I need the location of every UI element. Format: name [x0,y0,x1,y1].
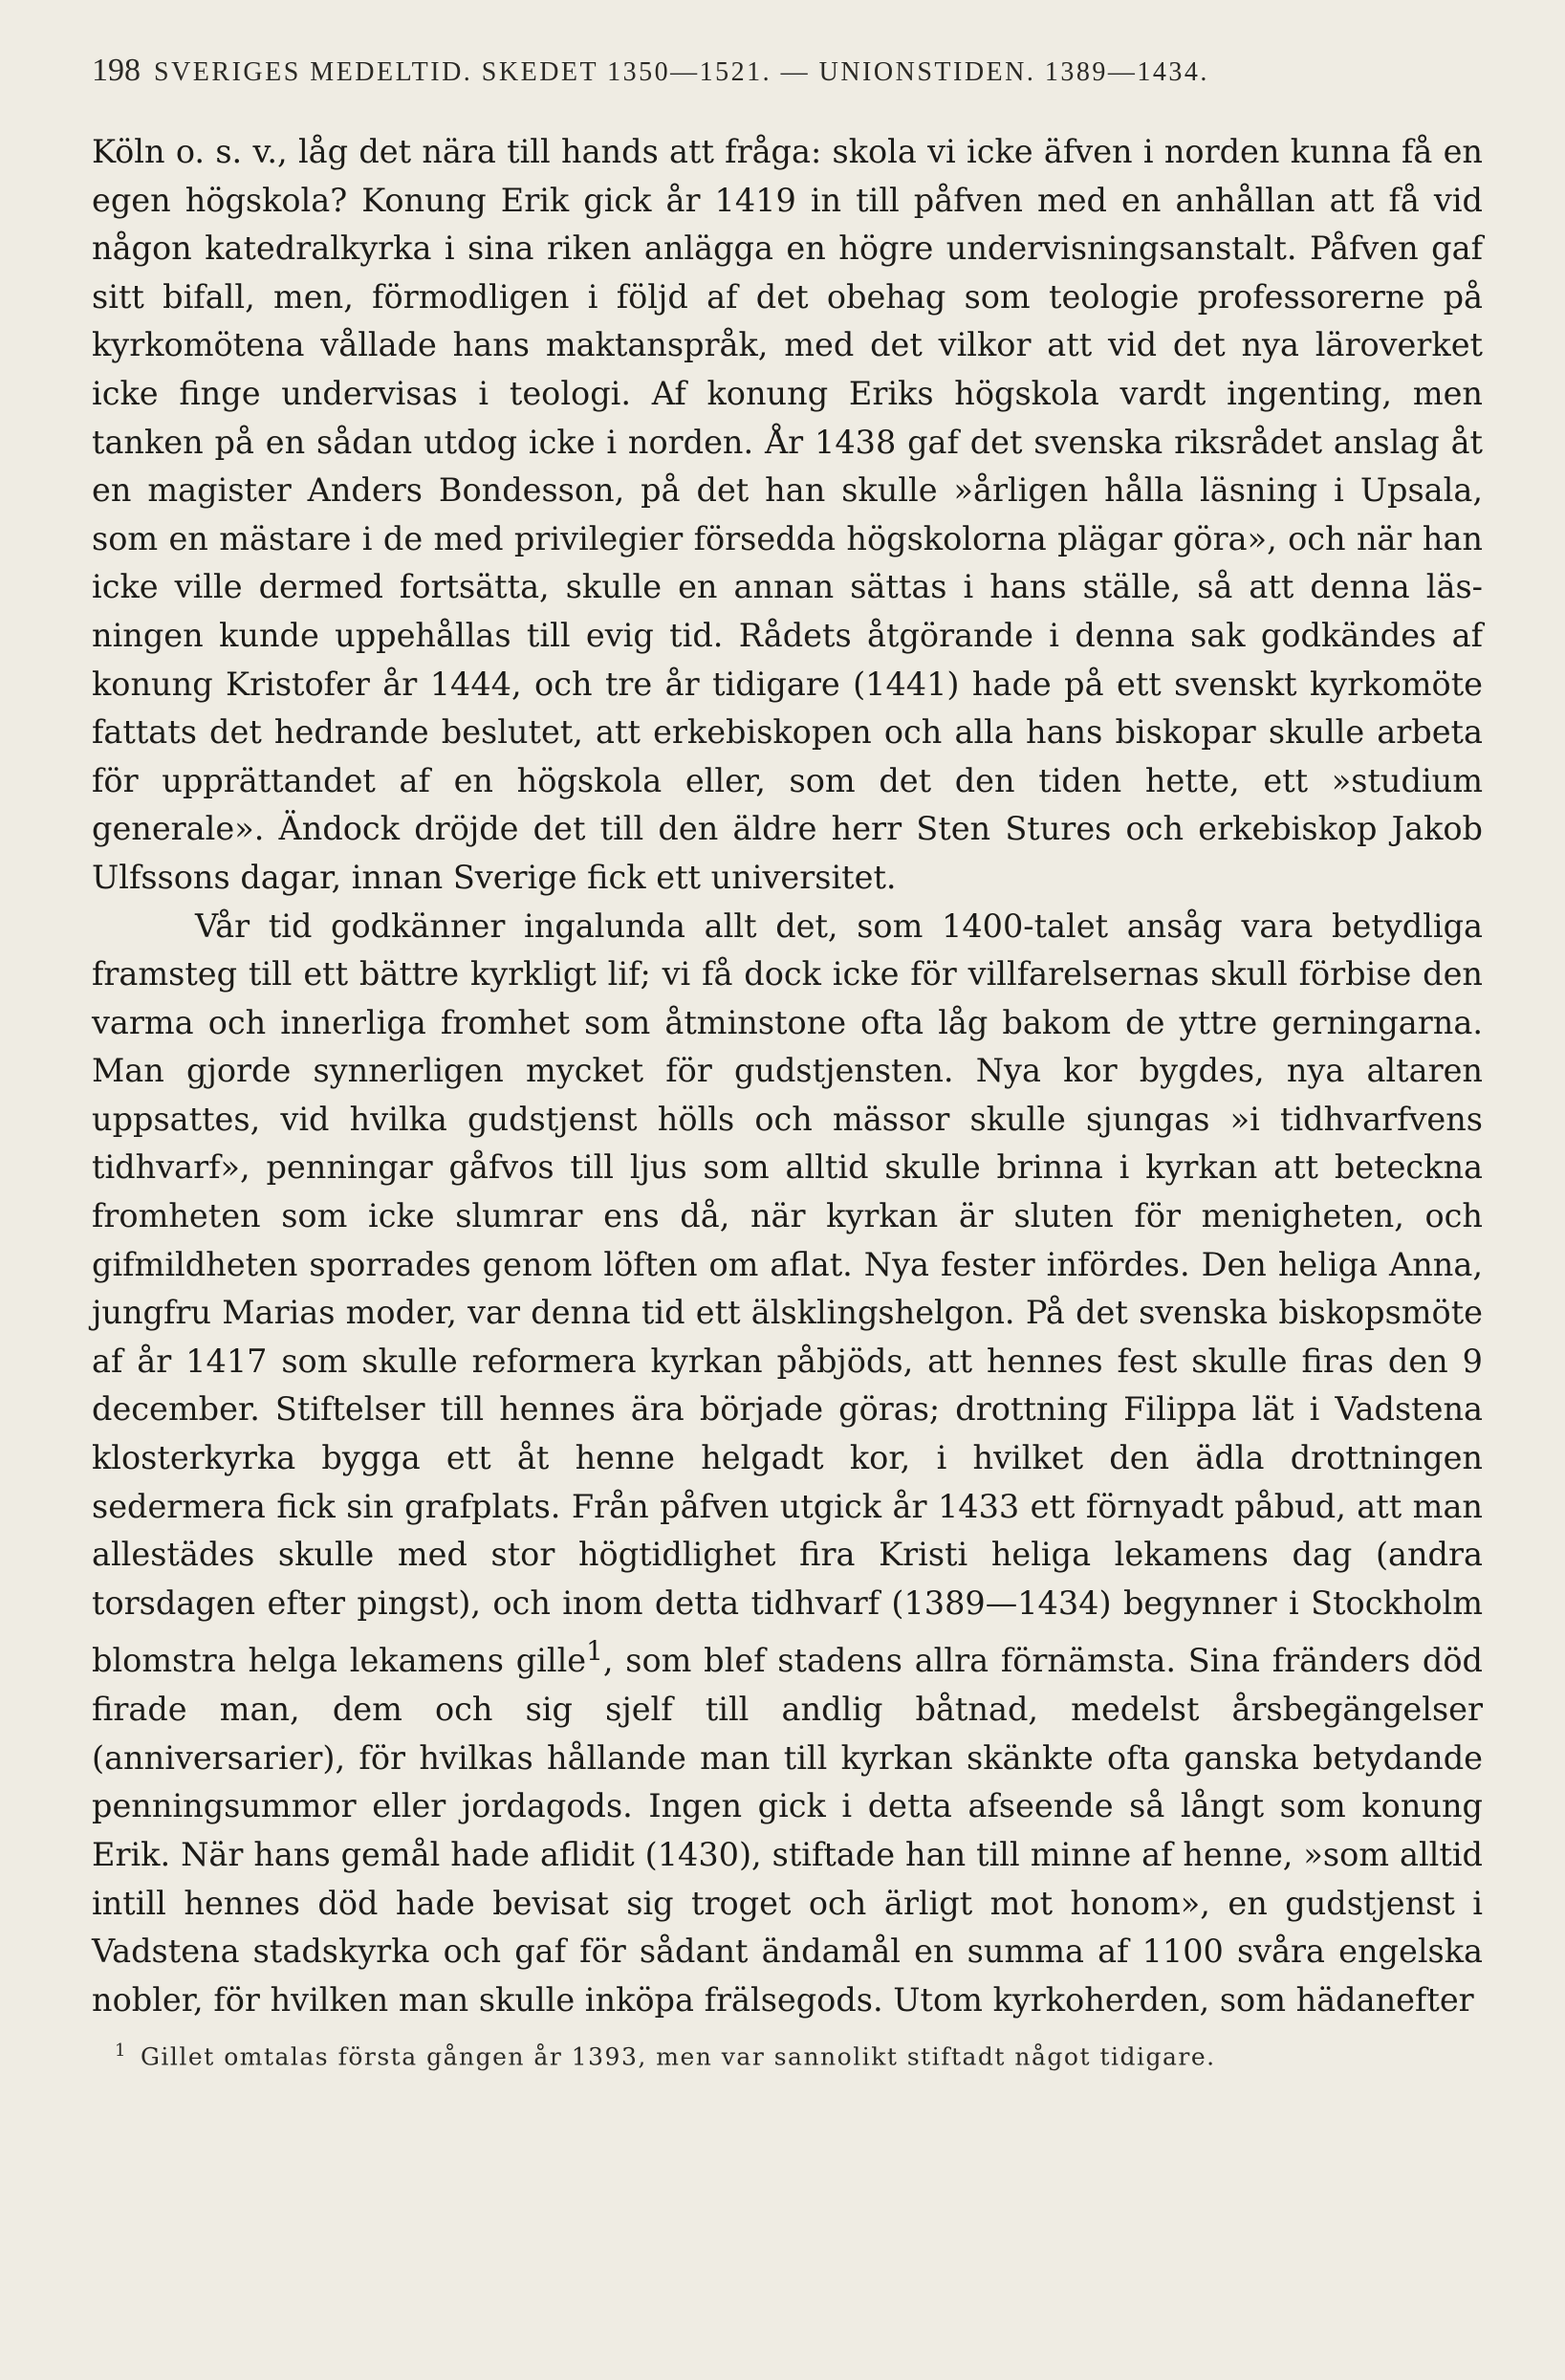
page-number: 198 [92,53,141,88]
paragraph-2-text-after-note: , som blef stadens allra förnämsta. Sina fränders död firade man, dem och sig sjelf till andlig båtnad, medelst årsbegängelser (anniversarier), för hvilkas hållande man till kyrkan skänkte ofta ganska betydande penningsummor eller jordagods. Ingen gick i detta afseende så långt som konung Erik. När hans gemål hade aflidit (1430), stiftade han till minne af henne, »som alltid intill hennes död hade bevisat sig troget och ärligt mot honom», en gudstjenst i Vadstena stadskyrka och gaf för sådant ändamål en summa af 1100 svåra engelska nobler, för hvilken man skulle inköpa frälsegods. Utom kyrkoherden, som hädanefter [92,1642,1483,2019]
running-title: SVERIGES MEDELTID. SKEDET 1350—1521. — UNIONSTIDEN. 1389—1434. [154,57,1209,87]
book-page [92,50,1483,2075]
paragraph-2-text-before-note: Vår tid godkänner ingalunda allt det, som 1400-talet ansåg vara betydliga framsteg till ett bättre kyrkligt lif; vi få dock icke för villfarelsernas skull förbise den varma och innerliga fromhet som åtminstone ofta låg bakom de yttre gerningarna. Man gjorde synnerligen mycket för gudstjensten. Nya kor bygdes, nya altaren uppsattes, vid hvilka gudstjenst hölls och mässor skulle sjungas »i tidhvarfvens tidhvarf», penningar gåfvos till ljus som alltid skulle brinna i kyrkan att beteckna fromheten som icke slumrar ens då, när kyrkan är sluten för menigheten, och gifmildheten sporrades genom löften om aflat. Nya fester infördes. Den heliga Anna, jungfru Marias moder, var denna tid ett älsklingshelgon. På det svenska biskopsmöte af år 1417 som skulle reformera kyrkan påbjöds, att hennes fest skulle firas den 9 december. Stiftelser till hennes ära började göras; drottning Filippa lät i Vadstena klosterkyrka bygga ett åt henne helgadt kor, i hvilket den ädla drottningen sedermera fick sin grafplats. Från påfven utgick år 1433 ett förnyadt påbud, att man allestädes skulle med stor högtidlighet fira Kristi heliga lekamens dag (andra torsdagen efter pingst), och inom detta tidhvarf (1389—1434) begynner i Stockholm blomstra helga lekamens gille [92,906,1483,1680]
footnote-text: Gillet omtalas första gången år 1393, men var sannolikt stiftadt något tidigare. [140,2042,1216,2071]
paragraph-2 [92,903,1483,2025]
footnote-marker: 1 [115,2041,127,2062]
body-text [92,128,1483,2024]
footnote-reference: 1 [586,1635,603,1668]
running-header [92,50,1483,94]
footnote [92,2034,1483,2074]
paragraph-1: Köln o. s. v., låg det nära till hands att fråga: skola vi icke äfven i norden kunna få en egen högskola? Konung Erik gick år 1419 in till påfven med en anhållan att få vid någon katedralkyrka i sina riken anlägga en högre undervisningsanstalt. Påfven gaf sitt bifall, men, förmodligen i följd af det obehag som teologie professorerne på kyrkomötena vållade hans maktanspråk, med det vilkor att vid det nya läroverket icke finge undervisas i teologi. Af konung Eriks högskola vardt ingenting, men tanken på en sådan utdog icke i norden. År 1438 gaf det svenska riksrådet anslag åt en magister Anders Bondesson, på det han skulle »årligen hålla läsning i Upsala, som en mästare i de med privilegier försedda högskolorna plägar göra», och när han icke ville dermed fortsätta, skulle en annan sättas i hans ställe, så att denna läsningen kunde uppehållas till evig tid. Rådets åtgörande i denna sak godkändes af konung Kristofer år 1444, och tre år tidigare (1441) hade på ett svenskt kyrkomöte fattats det hedrande beslutet, att erkebiskopen och alla hans biskopar skulle arbeta för upprättandet af en högskola eller, som det den tiden hette, ett »studium generale». Ändock dröjde det till den äldre herr Sten Stures och erkebiskop Jakob Ulfssons dagar, innan Sverige fick ett universitet. [92,133,1483,896]
